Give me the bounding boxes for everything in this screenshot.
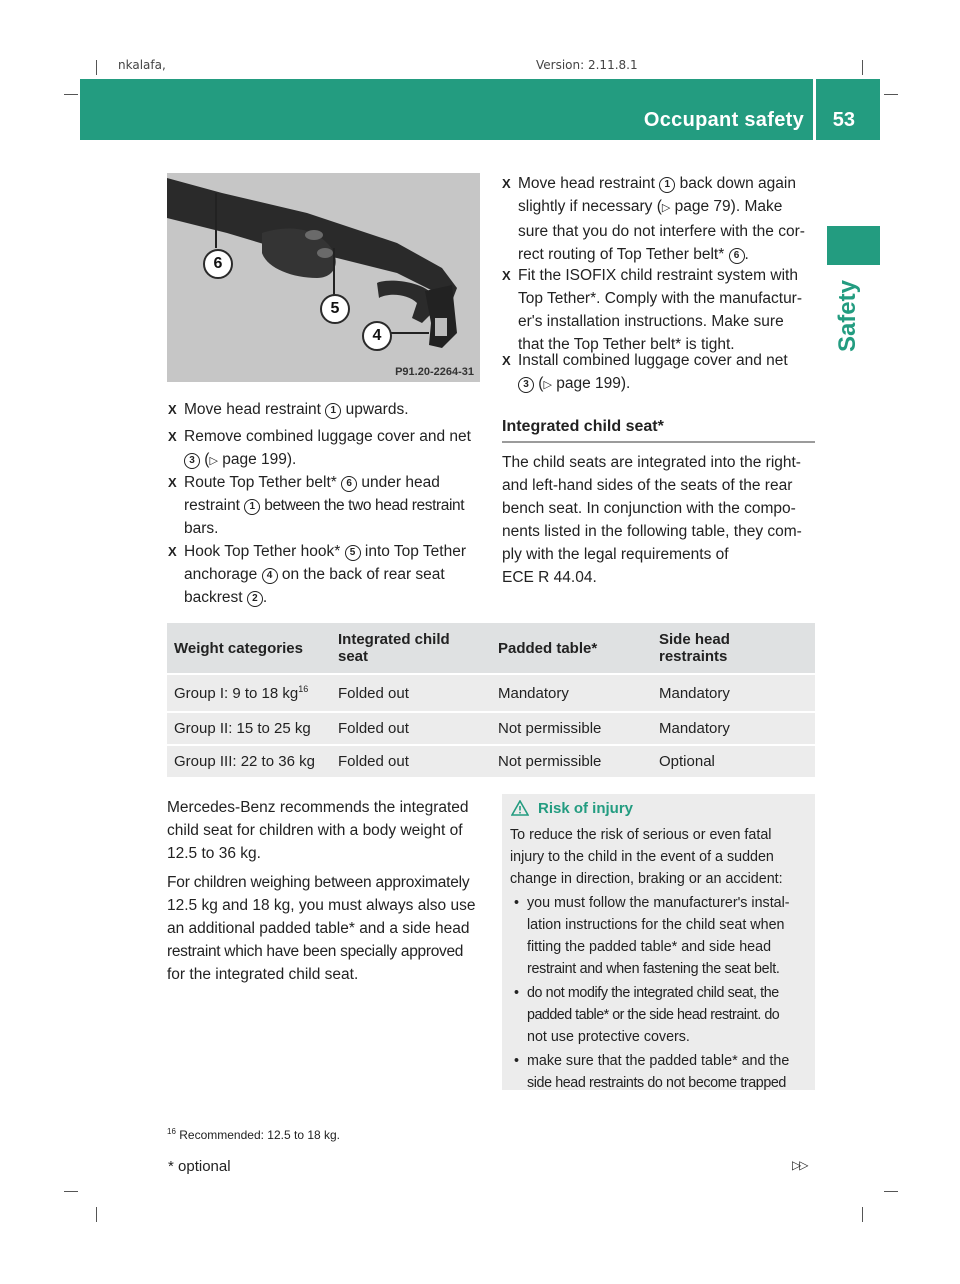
table-cell: Mandatory (652, 712, 815, 745)
ref-4: 4 (262, 568, 278, 584)
callout-4: 4 (362, 321, 392, 351)
table-header-integrated-seat: Integrated child seat (331, 623, 491, 674)
table-cell: Group III: 22 to 36 kg (167, 745, 331, 777)
table-cell: Not permissible (491, 712, 652, 745)
ref-2: 2 (247, 591, 263, 607)
page-ref-arrow-icon: ▷ (661, 202, 671, 214)
chapter-header-bar (80, 79, 880, 140)
optional-legend: * optional (168, 1158, 231, 1175)
print-meta-version: Version: 2.11.8.1 (536, 58, 638, 72)
section-body: The child seats are integrated into the right- and left-hand sides of the seats of the rear bench seat. In conjunction with the compo- nents listed in the following table, they com- ply with the legal requirements of ECE R 44.04. (502, 454, 802, 586)
ref-3: 3 (184, 453, 200, 469)
warning-triangle-icon (511, 800, 529, 816)
section-heading: Integrated child seat* (502, 418, 664, 435)
step-arrow-icon: X (168, 544, 177, 559)
continue-arrows-icon: ▷▷ (792, 1158, 807, 1172)
header-divider (813, 79, 816, 140)
footnote-number: 16 (167, 1127, 176, 1136)
crop-mark (884, 1191, 898, 1192)
step-arrow-icon: X (168, 429, 177, 444)
crop-mark (96, 60, 97, 75)
crop-mark (862, 1207, 863, 1222)
crop-mark (862, 60, 863, 75)
table-cell: Group II: 15 to 25 kg (167, 712, 331, 745)
table-row (167, 745, 815, 777)
recommendation-text: Mercedes-Benz recommends the integrated child seat for children with a body weight of 12.5 to 36 kg. For children weighing between approximately 12.5 kg and 18 kg, you must always also use an additional padded table* and a side head restraint which have been specially approved for the integrated child seat. (167, 799, 476, 983)
warning-title: Risk of injury (538, 800, 634, 817)
ref-5: 5 (345, 545, 361, 561)
table-header-row (167, 623, 815, 674)
table-header-padded-table: Padded table* (491, 623, 652, 674)
chapter-title: Occupant safety (643, 109, 804, 131)
page-ref-link[interactable]: page 199). (551, 375, 631, 392)
warning-body: To reduce the risk of serious or even fatal injury to the child in the event of a sudden change in direction, braking or an accident: • you must follow the manufacturer's instal- lation instructions for the child seat when fitting the padded table* and side head restraint and when fastening the seat belt. • do not modify the integrated child seat, the padded table* or the side head restraint. do not use protective covers. • make sure that the padded table* and the side head restraints do not become trapped (510, 824, 812, 1094)
page-ref-link[interactable]: page 199). (217, 451, 297, 468)
ref-6: 6 (341, 476, 357, 492)
table-cell: Folded out (331, 712, 491, 745)
table-cell: Not permissible (491, 745, 652, 777)
step-arrow-icon: X (502, 268, 511, 283)
side-tab-label: Safety (834, 280, 861, 353)
table-row (167, 674, 815, 712)
table-cell: Optional (652, 745, 815, 777)
ref-6: 6 (729, 248, 745, 264)
step-arrow-icon: X (168, 402, 177, 417)
child-seat-table (167, 623, 815, 777)
table-cell: Group I: 9 to 18 $kg^{16}$ (167, 674, 331, 712)
step-arrow-icon: X (168, 475, 177, 490)
table-cell: Mandatory (491, 674, 652, 712)
callout-6: 6 (203, 249, 233, 279)
ref-3: 3 (518, 377, 534, 393)
table-header-side-restraints: Side head restraints (652, 623, 815, 674)
ref-1: 1 (244, 499, 260, 515)
print-meta-left: nkalafa, (118, 58, 166, 72)
crop-mark (64, 1191, 78, 1192)
crop-mark (884, 94, 898, 95)
top-tether-figure (167, 173, 480, 382)
footnote-text: Recommended: 12.5 to 18 kg. (179, 1128, 341, 1142)
table-cell: Mandatory (652, 674, 815, 712)
callout-5: 5 (320, 294, 350, 324)
warning-bullet: • make sure that the padded table* and the side head restraints do not become trapped (510, 1050, 812, 1094)
section-rule (502, 441, 815, 443)
page-ref-link[interactable]: page 79). Make (670, 198, 783, 215)
warning-box (502, 794, 815, 1090)
table-row (167, 712, 815, 745)
figure-code: P91.20-2264-31 (395, 366, 474, 378)
side-tab (824, 280, 884, 390)
warning-bullet: • do not modify the integrated child seat, the padded table* or the side head restraint. do not use protective covers. (510, 982, 812, 1048)
footnote (167, 1127, 340, 1142)
table-cell: Folded out (331, 745, 491, 777)
crop-mark (96, 1207, 97, 1222)
table-cell: Folded out (331, 674, 491, 712)
side-tab-block (827, 226, 880, 265)
warning-bullet: • you must follow the manufacturer's instal- lation instructions for the child seat when fitting the padded table* and side head restraint and when fastening the seat belt. (510, 892, 812, 980)
page-ref-arrow-icon: ▷ (209, 455, 218, 467)
ref-1: 1 (659, 177, 675, 193)
step-arrow-icon: X (502, 353, 511, 368)
page-number: 53 (832, 109, 855, 131)
table-header-weight: Weight categories (167, 623, 331, 674)
page-ref-arrow-icon: ▷ (543, 379, 552, 391)
crop-mark (64, 94, 78, 95)
ref-1: 1 (325, 403, 341, 419)
footnote-ref: 16 (298, 684, 309, 694)
step-arrow-icon: X (502, 176, 511, 191)
